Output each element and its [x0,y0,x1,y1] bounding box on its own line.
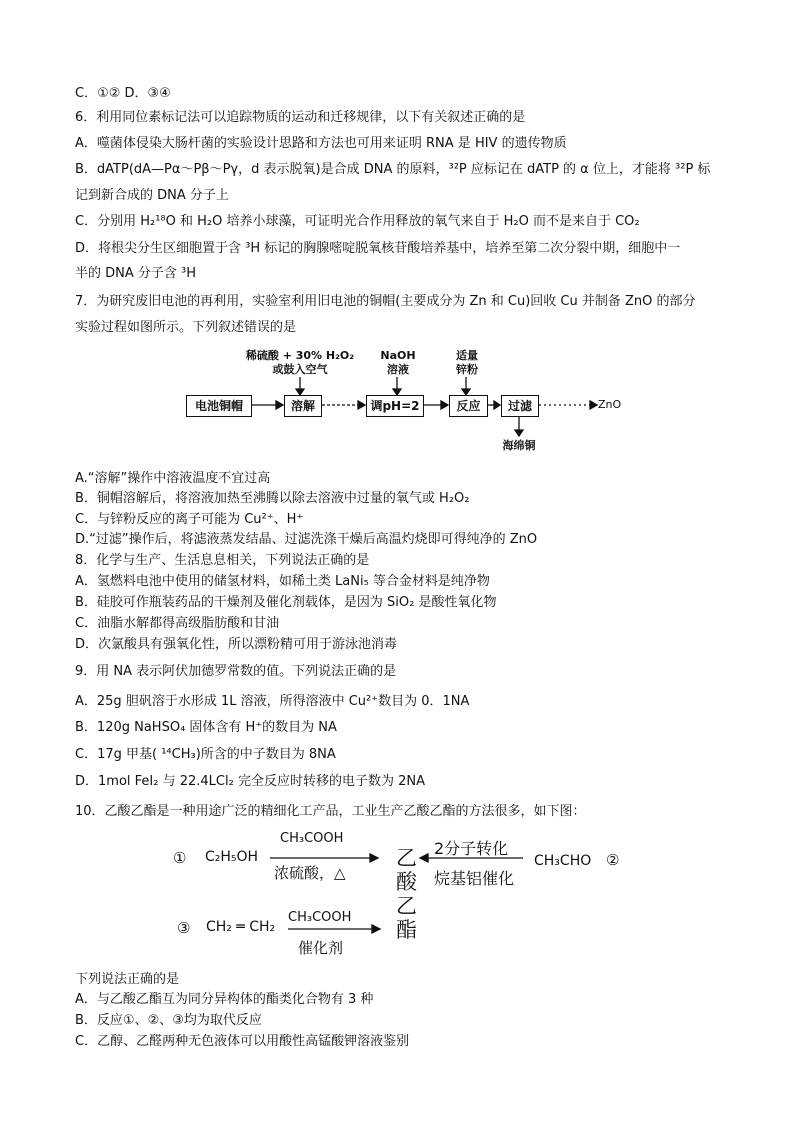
reaction-1-number: ① [173,849,187,867]
question-9-stem: 9．用 NA 表示阿伏加德罗常数的值。下列说法正确的是 [75,664,397,679]
reaction-3-reactant: CH₂ ═ CH₂ [206,919,276,935]
text-line: A．噬菌体侵染大肠杆菌的实验设计思路和方法也可用来证明 RNA 是 HIV 的遗传物质 [75,136,567,151]
reaction-1-reagent: CH₃COOH [280,831,344,846]
question-10-stem: 10．乙酸乙酯是一种用途广泛的精细化工产品，工业生产乙酸乙酯的方法很多，如下图： [75,804,586,819]
reagent-label: 溶液 [387,363,409,376]
product-char: 酸 [396,870,417,894]
text-line: D.“过滤”操作后，将滤液蒸发结晶、过滤洗涤干燥后高温灼烧即可得纯净的 ZnO [75,532,538,547]
text-line: B．反应①、②、③均为取代反应 [75,1013,262,1028]
reagent-label: NaOH [380,349,416,362]
reaction-2-condition-bottom: 烷基铝催化 [434,869,515,888]
text-line: B．铜帽溶解后，将溶液加热至沸腾以除去溶液中过量的氧气或 H₂O₂ [75,491,470,506]
question-7-stem: 7．为研究废旧电池的再利用，实验室利用旧电池的铜帽(主要成分为 Zn 和 Cu)回收 Cu 并制备 ZnO 的部分 [75,294,696,309]
flow-box-filter: 过滤 [501,395,539,417]
byproduct-label: 海绵铜 [502,439,536,452]
reagent-label: 锌粉 [456,363,478,376]
text-line: A．25g 胆矾溶于水形成 1L 溶液，所得溶液中 Cu²⁺数目为 0．1NA [75,694,470,709]
reaction-2-reactant: CH₃CHO [534,853,592,869]
text-line: C．①② D．③④ [75,86,171,101]
text-line: C．油脂水解都得高级脂肪酸和甘油 [75,616,280,631]
text-line: B．dATP(dA—Pα～Pβ～Pγ，d 表示脱氧)是合成 DNA 的原料，³²P 应标记在 dATP 的 α 位上，才能将 ³²P 标 [75,162,711,177]
text-line: 下列说法正确的是 [75,972,180,987]
text-line: A．与乙酸乙酯互为同分异构体的酯类化合物有 3 种 [75,992,374,1007]
product-label: ZnO [598,398,622,411]
text-line: B．硅胶可作瓶装药品的干燥剂及催化剂载体，是因为 SiO₂ 是酸性氧化物 [75,595,497,610]
text-line: A.“溶解”操作中溶液温度不宜过高 [75,471,271,486]
reaction-3-condition: 催化剂 [298,939,344,957]
flow-box-copper-cap: 电池铜帽 [186,395,252,417]
text-line: C．乙醇、乙醛两种无色液体可以用酸性高锰酸钾溶液鉴别 [75,1034,410,1049]
reaction-1-condition: 浓硫酸，△ [274,864,346,882]
text-line: D．次氯酸具有强氧化性，所以漂粉精可用于游泳池消毒 [75,637,398,652]
text-line: C．与锌粉反应的离子可能为 Cu²⁺、H⁺ [75,512,304,527]
question-6-stem: 6．利用同位素标记法可以追踪物质的运动和迁移规律，以下有关叙述正确的是 [75,110,526,125]
reaction-1-reactant: C₂H₅OH [205,849,259,865]
reaction-2-condition-top: 2分子转化 [434,839,509,858]
text-line: 实验过程如图所示。下列叙述错误的是 [75,320,297,335]
text-line: 记到新合成的 DNA 分子上 [75,188,229,203]
product-char: 酯 [396,918,417,942]
reaction-3-reagent: CH₃COOH [288,910,352,925]
reaction-3-number: ③ [177,919,191,937]
text-line: 半的 DNA 分子含 ³H [75,266,197,281]
text-line: A．氢燃料电池中使用的储氢材料，如稀土类 LaNi₅ 等合金材料是纯净物 [75,574,490,589]
flow-box-react: 反应 [449,395,488,417]
text-line: D．1mol FeI₂ 与 22.4LCl₂ 完全反应时转移的电子数为 2NA [75,774,425,789]
reaction-2-number: ② [606,851,620,869]
text-line: D．将根尖分生区细胞置于含 ³H 标记的胸腺嘧啶脱氧核苷酸培养基中，培养至第二次分裂中期，细胞中一 [75,241,681,256]
product-char: 乙 [396,846,417,870]
reagent-label: 或鼓入空气 [272,363,328,376]
reagent-label: 稀硫酸 + 30% H₂O₂ [245,349,355,362]
flow-box-dissolve: 溶解 [284,395,322,417]
question-8-stem: 8．化学与生产、生活息息相关，下列说法正确的是 [75,553,370,568]
product-char: 乙 [396,894,417,918]
text-line: C．分别用 H₂¹⁸O 和 H₂O 培养小球藻，可证明光合作用释放的氧气来自于 H₂O 而不是来自于 CO₂ [75,214,640,229]
text-line: C．17g 甲基( ¹⁴CH₃)所含的中子数目为 8NA [75,747,336,762]
flow-box-adjust-ph: 调pH=2 [366,395,424,417]
text-line: B．120g NaHSO₄ 固体含有 H⁺的数目为 NA [75,720,337,735]
reagent-label: 适量 [456,349,478,362]
scheme-arrows [0,820,794,960]
